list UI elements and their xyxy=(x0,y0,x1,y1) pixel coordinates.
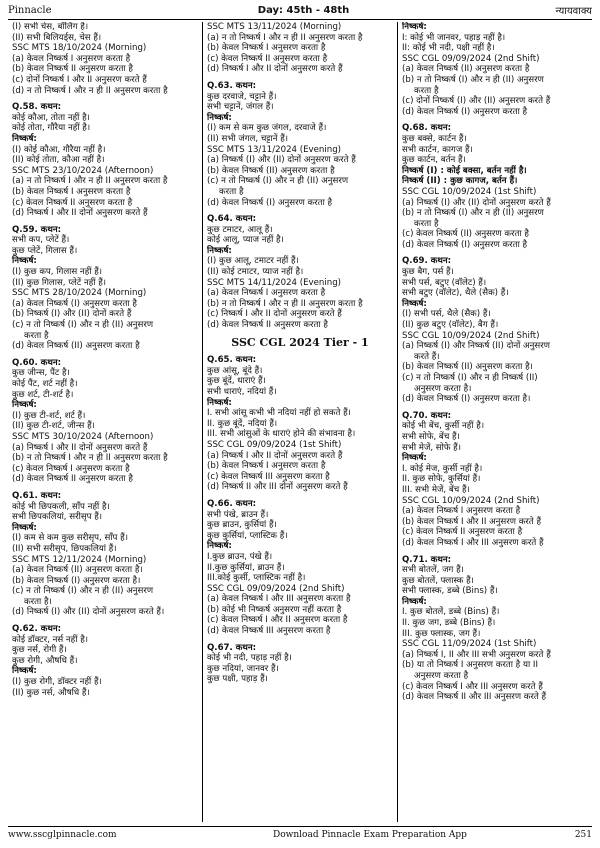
option-line: (I) कुछ टी-शर्ट, शर्ट हैं। xyxy=(12,410,86,421)
option-line: (d) केवल निष्कर्ष II अनुसरण करता है xyxy=(207,320,328,331)
statement-line: कुछ नदियां, जानवर हैं। xyxy=(207,663,279,674)
statement-line: सभी छिपकलियां, सरीसृप हैं। xyxy=(12,512,103,523)
statement-line: कोई आलू, प्याज नहीं है। xyxy=(207,235,284,246)
header-divider xyxy=(8,19,592,20)
option-line: (b) न तो निष्कर्ष I और न ही II अनुसरण करता है xyxy=(207,298,363,309)
statement-line: सभी धाराएं, नदियां हैं। xyxy=(207,387,277,397)
statement-line: कुछ दरवाजे, चट्टाने हैं। xyxy=(207,91,277,102)
option-line: (I) कम से कम कुछ सरीसृप, साँप हैं। xyxy=(12,533,128,544)
option-line: करता है xyxy=(414,85,439,96)
conclusion-label: निष्कर्ष (II) : कुछ कागज, बर्तन हैं। xyxy=(402,176,518,187)
footer-app-promo: Download Pinnacle Exam Preparation App xyxy=(273,830,467,840)
statement-line: कुछ बक्से, कार्टन हैं। xyxy=(402,133,467,144)
option-line: SSC MTS 14/11/2024 (Evening) xyxy=(207,277,342,288)
option-line: (d) केवल निष्कर्ष (I) अनुसरण करता है xyxy=(207,197,333,208)
page-number: 251 xyxy=(574,830,592,840)
question-title: Q.70. कथन: xyxy=(402,410,452,421)
conclusion-label: निष्कर्ष: xyxy=(12,400,37,411)
option-line: (c) न तो निष्कर्ष (I) और न ही (II) अनुसरण xyxy=(12,320,154,331)
statement-line: सभी मेजें, सोफे हैं। xyxy=(402,442,462,453)
option-line: (c) केवल निष्कर्ष II अनुसरण करता है xyxy=(12,197,133,208)
option-line: (b) केवल निष्कर्ष I अनुसरण करता है xyxy=(207,461,326,472)
statement-line: सभी पर्स, बटुए (वॉलेट) हैं। xyxy=(402,277,487,288)
option-line: (b) या तो निष्कर्ष I अनुसरण करता है या II xyxy=(402,660,538,671)
option-line: (c) न तो निष्कर्ष (I) और न ही (II) अनुसरण xyxy=(12,586,154,597)
option-line: (c) केवल निष्कर्ष I और II अनुसरण करता है xyxy=(207,615,348,626)
option-line: (d) निष्कर्ष I और II दोनों अनुसरण करते हैं xyxy=(12,208,148,219)
option-line: (I) सभी पर्स, थैले (सैक) हैं। xyxy=(402,309,491,320)
conclusion-label: निष्कर्ष: xyxy=(12,666,37,677)
option-line: अनुसरण करता है xyxy=(414,671,469,682)
question-title: Q.66. कथन: xyxy=(207,498,257,509)
option-line: (d) केवल निष्कर्ष (I) अनुसरण करता है xyxy=(402,239,528,250)
option-line: SSC CGL 11/09/2024 (1st Shift) xyxy=(402,639,537,650)
option-line: SSC CGL 09/09/2024 (2nd Shift) xyxy=(207,583,345,594)
option-line: (d) केवल निष्कर्ष II और III अनुसरण करते हैं xyxy=(402,692,547,703)
option-line: करता है xyxy=(24,330,49,341)
conclusion-label: निष्कर्ष: xyxy=(207,245,232,256)
content-columns xyxy=(8,22,592,822)
question-block xyxy=(207,214,393,331)
question-block xyxy=(12,22,198,96)
statement-line: (c) दोनों निष्कर्ष I और II अनुसरण करते हैं xyxy=(12,74,147,85)
statement-line: सभी कप, प्लेटें हैं। xyxy=(12,235,70,246)
statement-line: (a) न तो निष्कर्ष I और न ही II अनुसरण करता है xyxy=(207,32,363,43)
statement-line: सभी पंखे, ब्राउन हैं। xyxy=(207,509,269,520)
option-line: (d) केवल निष्कर्ष (I) अनुसरण करता है। xyxy=(402,394,531,405)
question-title: Q.67. कथन: xyxy=(207,642,257,653)
option-line: I.कुछ ब्राउन, पंखे हैं। xyxy=(207,551,273,562)
option-line: (b) केवल निष्कर्ष (II) अनुसरण करता है। xyxy=(402,362,533,373)
column-left xyxy=(8,22,202,822)
option-line: III.कोई कुर्सी, प्लास्टिक नहीं है। xyxy=(207,573,306,584)
conclusion-label: निष्कर्ष: xyxy=(207,541,232,552)
option-line: करता है xyxy=(414,218,439,229)
option-line: (c) न तो निष्कर्ष (I) और न ही (II) अनुसरण xyxy=(207,176,349,187)
option-line: (a) केवल निष्कर्ष I और III अनुसरण करता है xyxy=(207,594,351,605)
statement-line: कुछ ब्राउन, कुर्सियां हैं। xyxy=(207,520,277,531)
statement-line: (a) केवल निष्कर्ष I अनुसरण करता है xyxy=(12,53,131,64)
statement-line: कुछ टमाटर, आलू हैं। xyxy=(207,224,273,235)
question-block xyxy=(12,102,198,219)
question-block xyxy=(402,22,588,117)
question-block xyxy=(207,355,393,493)
statement-line: कुछ बोतलें, फ्लास्क हैं। xyxy=(402,575,474,586)
option-line: (b) केवल निष्कर्ष I और II अनुसरण करते हैं xyxy=(402,516,542,527)
option-line: (c) केवल निष्कर्ष I अनुसरण करता है xyxy=(12,463,130,474)
column-right xyxy=(397,22,592,822)
option-line: II: कोई भी नदी, पक्षी नहीं है। xyxy=(402,43,495,54)
statement-line: (I) सभी चेस, बॉलिंग है। xyxy=(12,22,89,32)
option-line: (b) केवल निष्कर्ष I अनुसरण करता है xyxy=(12,186,131,197)
statement-line: कुछ आंसू, बूंदे हैं। xyxy=(207,365,263,376)
statement-line: (d) निष्कर्ष I और II दोनों अनुसरण करते हैं xyxy=(207,64,343,75)
option-line: SSC CGL 09/09/2024 (1st Shift) xyxy=(207,439,342,450)
question-block xyxy=(12,225,198,352)
option-line: SSC MTS 12/11/2024 (Morning) xyxy=(12,554,147,565)
question-title: Q.61. कथन: xyxy=(12,490,62,501)
option-line: (c) केवल निष्कर्ष II अनुसरण करता है xyxy=(402,527,523,538)
statement-line: कोई पैंट, शर्ट नहीं है। xyxy=(12,379,78,389)
statement-line: सभी सोफे, बेंच हैं। xyxy=(402,431,460,442)
page-footer xyxy=(8,826,592,840)
option-line: (c) केवल निष्कर्ष (II) अनुसरण करता है xyxy=(402,229,529,240)
statement-line: कुछ जीन्स, पैंट है। xyxy=(12,368,70,379)
footer-website[interactable]: www.sscglpinnacle.com xyxy=(8,830,117,840)
question-title: Q.68. कथन: xyxy=(402,123,452,134)
statement-line: कुछ प्लेटें, गिलास हैं। xyxy=(12,245,78,256)
statement-line: कोई तोता, गौरैया नहीं है। xyxy=(12,123,91,134)
option-line: (b) न तो निष्कर्ष I और न ही II अनुसरण करता है xyxy=(12,453,168,464)
conclusion-label: निष्कर्ष: xyxy=(207,112,232,123)
statement-line: कुछ नर्स, रोगी हैं। xyxy=(12,645,67,656)
statement-line: कोई भी छिपकली, साँप नहीं है। xyxy=(12,501,110,512)
question-title: Q.59. कथन: xyxy=(12,224,62,235)
option-line: (I) कोई कौआ, गौरैया नहीं है। xyxy=(12,144,106,155)
question-title: Q.63. कथन: xyxy=(207,80,257,91)
option-line: (a) निष्कर्ष I और II दोनों अनुसरण करते हैं xyxy=(12,442,148,453)
option-line: (II) सभी जंगल, चट्टानें हैं। xyxy=(207,133,289,144)
option-line: अनुसरण करता है। xyxy=(414,383,472,394)
option-line: (a) केवल निष्कर्ष (II) अनुसरण करता है xyxy=(402,64,530,75)
option-line: (I) कम से कम कुछ जंगल, दरवाजे हैं। xyxy=(207,123,327,134)
option-line: (II) कोई तोता, कौआ नहीं है। xyxy=(12,155,105,166)
statement-line: कोई भी नदी, पहाड़ नहीं है। xyxy=(207,653,292,664)
statement-line: (b) केवल निष्कर्ष I अनुसरण करता है xyxy=(207,43,326,54)
statement-line: (d) न तो निष्कर्ष I और न ही II अनुसरण करता है xyxy=(12,85,168,96)
question-title: Q.69. कथन: xyxy=(402,256,452,267)
option-line: (a) केवल निष्कर्ष I अनुसरण करता है xyxy=(207,288,326,299)
topic-title: न्यायवाक्य xyxy=(555,6,592,17)
statement-line: कोई भी बेंच, कुर्सी नहीं है। xyxy=(402,421,485,432)
option-line: (b) केवल निष्कर्ष (II) अनुसरण करता है xyxy=(207,165,335,176)
option-line: SSC MTS 23/10/2024 (Afternoon) xyxy=(12,165,154,176)
question-block xyxy=(12,358,198,485)
option-line: (b) कोई भी निष्कर्ष अनुसरण नहीं करता है xyxy=(207,604,342,615)
question-block xyxy=(402,555,588,703)
statement-line: सभी कार्टन, कागज हैं। xyxy=(402,144,473,155)
option-line: (a) केवल निष्कर्ष (II) अनुसरण करता है। xyxy=(12,565,143,576)
option-line: (a) केवल निष्कर्ष I अनुसरण करता है xyxy=(402,506,521,517)
statement-line: कुछ रोगी, औषधि हैं। xyxy=(12,655,78,666)
option-line: (c) दोनों निष्कर्ष (I) और (II) अनुसरण करते हैं xyxy=(402,96,551,107)
column-middle xyxy=(202,22,397,822)
statement-line: सभी बटुए (वॉलेट), थैले (सैक) हैं। xyxy=(402,288,509,299)
option-line: (a) निष्कर्ष (I) और (II) दोनों अनुसरण करते हैं xyxy=(207,155,356,166)
option-line: (II) कुछ बटुए (वॉलेट), बैग हैं। xyxy=(402,320,499,331)
option-line: II. कुछ जग, डब्बे (Bins) हैं। xyxy=(402,618,496,629)
option-line: (a) निष्कर्ष I, II और III सभी अनुसरण करते हैं xyxy=(402,649,551,660)
conclusion-label: निष्कर्ष: xyxy=(402,22,427,32)
question-title: Q.64. कथन: xyxy=(207,214,257,225)
statement-line: (II) सभी बिलियर्ड्स, चेस हैं। xyxy=(12,32,102,43)
option-line: (II) कुछ नर्स, औषधि हैं। xyxy=(12,687,90,698)
option-line: (a) निष्कर्ष I और II दोनों अनुसरण करते हैं xyxy=(207,450,343,461)
question-title: Q.58. कथन: xyxy=(12,102,62,113)
question-block xyxy=(402,123,588,250)
option-line: (d) निष्कर्ष II और III दोनों अनुसरण करते हैं xyxy=(207,482,348,493)
option-line: (I) कुछ कप, गिलास नहीं हैं। xyxy=(12,267,103,278)
option-line: (II) कुछ गिलास, प्लेटें नहीं हैं। xyxy=(12,277,107,288)
brand-name: Pinnacle xyxy=(8,4,52,16)
option-line: (b) न तो निष्कर्ष (I) और न ही (II) अनुसरण xyxy=(402,208,544,219)
statement-line: कोई डॉक्टर, नर्स नहीं है। xyxy=(12,634,89,645)
option-line: (II) सभी सरीसृप, छिपकलियां हैं। xyxy=(12,543,117,554)
question-block xyxy=(402,411,588,549)
question-block xyxy=(207,81,393,208)
option-line: III. कुछ फ्लास्क, जग हैं। xyxy=(402,628,481,639)
option-line: (c) न तो निष्कर्ष (I) और न ही निष्कर्ष (II) xyxy=(402,373,538,383)
page-header xyxy=(8,3,592,17)
option-line: SSC CGL 10/09/2024 (2nd Shift) xyxy=(402,495,540,506)
statement-line: सभी फ्लास्क, डब्बे (Bins) हैं। xyxy=(402,586,498,597)
statement-line: (c) केवल निष्कर्ष II अनुसरण करता है xyxy=(207,53,328,64)
option-line: करते हैं। xyxy=(414,351,440,362)
option-line: II.कुछ कुर्सियां, ब्राउन हैं। xyxy=(207,562,285,573)
section-heading: SSC CGL 2024 Tier - 1 xyxy=(231,335,369,349)
option-line: (a) केवल निष्कर्ष (I) अनुसरण करता है xyxy=(12,298,137,309)
statement-line: सभी चट्टानें, जंगल हैं। xyxy=(207,102,274,113)
option-line: (II) कुछ टी-शर्ट, जीन्स हैं। xyxy=(12,421,95,432)
option-line: I. कोई मेज, कुर्सी नहीं है। xyxy=(402,463,483,474)
statement-line: कुछ बूंदें, धाराएं हैं। xyxy=(207,376,266,387)
conclusion-label: निष्कर्ष: xyxy=(402,596,427,607)
question-block xyxy=(207,499,393,637)
option-line: I. कुछ बोतलें, डब्बे (Bins) हैं। xyxy=(402,607,500,618)
statement-line: कुछ पक्षी, पहाड़ हैं। xyxy=(207,674,268,685)
option-line: (II) कोई टमाटर, प्याज नहीं है। xyxy=(207,267,304,278)
option-line: SSC CGL 10/09/2024 (2nd Shift) xyxy=(402,330,540,341)
question-block xyxy=(12,624,198,698)
option-line: (a) निष्कर्ष (I) और निष्कर्ष (II) दोनों अनुसरण xyxy=(402,341,550,352)
statement-line: SSC MTS 13/11/2024 (Morning) xyxy=(207,22,342,32)
statement-line: कुछ कुर्सियां, प्लास्टिक हैं। xyxy=(207,530,288,541)
option-line: (a) न तो निष्कर्ष I और न ही II अनुसरण करता है xyxy=(12,176,168,187)
option-line: (b) निष्कर्ष (I) और (II) दोनों करते हैं xyxy=(12,309,132,320)
question-title: Q.65. कथन: xyxy=(207,355,257,366)
question-block xyxy=(402,256,588,404)
conclusion-label: निष्कर्ष: xyxy=(402,453,427,464)
option-line: करता है। xyxy=(24,596,52,607)
option-line: (d) केवल निष्कर्ष II अनुसरण करता है xyxy=(12,474,133,485)
option-line: करता है xyxy=(219,186,244,197)
option-line: SSC MTS 28/10/2024 (Morning) xyxy=(12,288,147,299)
conclusion-label: निष्कर्ष: xyxy=(12,522,37,533)
question-title: Q.62. कथन: xyxy=(12,624,62,635)
statement-line: कुछ शर्ट, टी-शर्ट है। xyxy=(12,389,74,400)
option-line: (a) निष्कर्ष (I) और (II) दोनों अनुसरण करते हैं xyxy=(402,197,551,208)
option-line: (I) कुछ रोगी, डॉक्टर नहीं हैं। xyxy=(12,677,102,688)
conclusion-label: निष्कर्ष: xyxy=(12,133,37,144)
option-line: SSC MTS 13/11/2024 (Evening) xyxy=(207,144,342,155)
question-block xyxy=(207,22,393,75)
option-line: (d) केवल निष्कर्ष I और III अनुसरण करते हैं xyxy=(402,537,544,548)
question-block xyxy=(207,643,393,685)
statement-line: कोई कौआ, तोता नहीं है। xyxy=(12,112,90,123)
statement-line: कुछ कार्टन, बर्तन हैं। xyxy=(402,155,466,166)
option-line: (d) केवल निष्कर्ष III अनुसरण करता है xyxy=(207,626,331,637)
question-title: Q.71. कथन: xyxy=(402,554,452,565)
option-line: SSC MTS 30/10/2024 (Afternoon) xyxy=(12,431,154,442)
day-range: Day: 45th - 48th xyxy=(257,4,350,16)
option-line: II. कुछ बूंदें, नदियां हैं। xyxy=(207,418,278,429)
statement-line: SSC MTS 18/10/2024 (Morning) xyxy=(12,43,147,54)
option-line: III. सभी आंसुओं के धाराएं होने की संभावना है। xyxy=(207,429,356,440)
option-line: I: कोई भी जानवर, पहाड़ नहीं है। xyxy=(402,32,506,43)
conclusion-label: निष्कर्ष: xyxy=(12,256,37,267)
question-block xyxy=(12,491,198,618)
statement-line: (b) केवल निष्कर्ष II अनुसरण करता है xyxy=(12,64,133,75)
statement-line: कुछ बैग, पर्स हैं। xyxy=(402,267,454,278)
option-line: III. सभी मेजें, बेंच हैं। xyxy=(402,484,470,495)
option-line: (c) केवल निष्कर्ष III अनुसरण करता है xyxy=(207,471,330,482)
conclusion-label: निष्कर्ष: xyxy=(402,298,427,309)
option-line: (c) निष्कर्ष I और II दोनों अनुसरण करते हैं xyxy=(207,309,342,320)
option-line: II. कुछ सोफे, कुर्सियां हैं। xyxy=(402,474,481,485)
question-title: Q.60. कथन: xyxy=(12,357,62,368)
conclusion-label: निष्कर्ष: xyxy=(207,397,232,408)
option-line: (b) न तो निष्कर्ष (I) और न ही (II) अनुसरण xyxy=(402,74,544,85)
option-line: (d) केवल निष्कर्ष (I) अनुसरण करता है xyxy=(402,106,528,117)
option-line: I. सभी आंसू कभी भी नदियां नहीं हो सकते हैं। xyxy=(207,408,351,419)
statement-line: सभी बोतलें, जग हैं। xyxy=(402,565,464,576)
option-line: (c) केवल निष्कर्ष I और III अनुसरण करते हैं xyxy=(402,681,543,692)
conclusion-label: निष्कर्ष (I) : कोई बक्सा, बर्तन नहीं है। xyxy=(402,165,527,176)
option-line: (d) निष्कर्ष (I) और (II) दोनों अनुसरण करते हैं। xyxy=(12,607,165,618)
option-line: SSC CGL 09/09/2024 (2nd Shift) xyxy=(402,53,540,64)
option-line: (b) केवल निष्कर्ष (I) अनुसरण करता है। xyxy=(12,575,141,586)
option-line: (I) कुछ आलू, टमाटर नहीं हैं। xyxy=(207,256,299,267)
option-line: SSC CGL 10/09/2024 (1st Shift) xyxy=(402,186,537,197)
option-line: (d) केवल निष्कर्ष (II) अनुसरण करता है xyxy=(12,341,140,352)
